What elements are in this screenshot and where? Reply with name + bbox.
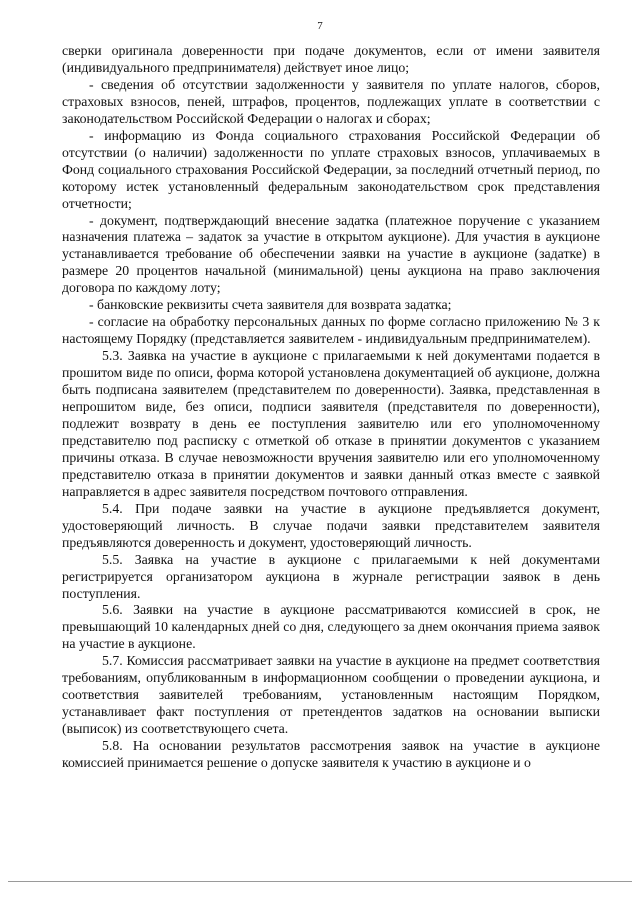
page-bottom-divider [8, 881, 632, 882]
list-item-bank-details: - банковские реквизиты счета заявителя для возврата задатка; [89, 297, 452, 313]
list-item-tax-debt-info: - сведения об отсутствии задолженности у заявителя по уплате налогов, сборов, страховых взносов, пеней, штрафов, процентов, подлежащих уплате в соответствии с законодательством Российской Федерации о налогах и сборах; [62, 76, 600, 126]
clause-5-8: 5.8. На основании результатов рассмотрения заявок на участие в аукционе комиссией принимается решение о допуске заявителя к участию в аукционе и о [62, 738, 600, 771]
clause-5-5: 5.5. Заявка на участие в аукционе с прилагаемыми к ней документами регистрируется организатором аукциона в журнале регистрации заявок в день поступления. [62, 551, 600, 601]
list-item-social-insurance-info: - информацию из Фонда социального страхования Российской Федерации об отсутствии (о наличии) задолженности по уплате страховых взносов, уплачиваемых в Фонд социального страхования Российской Федерации, за последний отчетный период, по которому истек установленный федеральным законодательством срок представления отчетности; [62, 127, 600, 211]
clause-5-7: 5.7. Комиссия рассматривает заявки на участие в аукционе на предмет соответствия требованиям, опубликованным в информационном сообщении о проведении аукциона, и соответствия заявителей требованиям, установленным настоящим Порядком, устанавливает факт поступления от претендентов задатков на основании выписки (выписок) из соответствующего счета. [62, 653, 600, 737]
clause-5-4: 5.4. При подаче заявки на участие в аукционе предъявляется документ, удостоверяющий личность. В случае подачи заявки представителем заявителя предъявляются доверенность и документ, удостоверяющий личность. [62, 500, 600, 550]
paragraph-continuation: сверки оригинала доверенности при подаче документов, если от имени заявителя (индивидуального предпринимателя) действует иное лицо; [62, 43, 600, 75]
clause-5-3: 5.3. Заявка на участие в аукционе с прилагаемыми к ней документами подается в прошитом виде по описи, форма которой установлена документацией об аукционе, должна быть подписана заявителем (представителем по доверенности). Заявка, представленная в непрошитом виде, без описи, подписи заявителя (представителя по доверенности), подлежит возврату в день ее поступления заявителю или его уполномоченному представителю под расписку с отметкой об отказе в принятии документов с указанием причины отказа. В случае невозможности вручения заявителю или его уполномоченному представителю отказа в принятии документов и заявки данный отказ вместе с заявкой направляется в адрес заявителя посредством почтового отправления. [62, 348, 600, 499]
list-item-personal-data-consent: - согласие на обработку персональных данных по форме согласно приложению № 3 к настоящему Порядку (представляется заявителем - индивидуальным предпринимателем). [62, 314, 600, 347]
list-item-deposit-document: - документ, подтверждающий внесение задатка (платежное поручение с указанием назначения платежа – задаток за участие в открытом аукционе). Для участия в аукционе устанавливается требование об обеспечении заявки на участие в аукционе (задатке) в размере 20 процентов начальной (минимальной) цены аукциона на право заключения договора по каждому лоту; [62, 212, 600, 296]
page-number: 7 [317, 20, 323, 32]
clause-5-6: 5.6. Заявки на участие в аукционе рассматриваются комиссией в срок, не превышающий 10 календарных дней со дня, следующего за днем окончания приема заявок на участие в аукционе. [62, 602, 600, 652]
document-body [62, 43, 600, 772]
